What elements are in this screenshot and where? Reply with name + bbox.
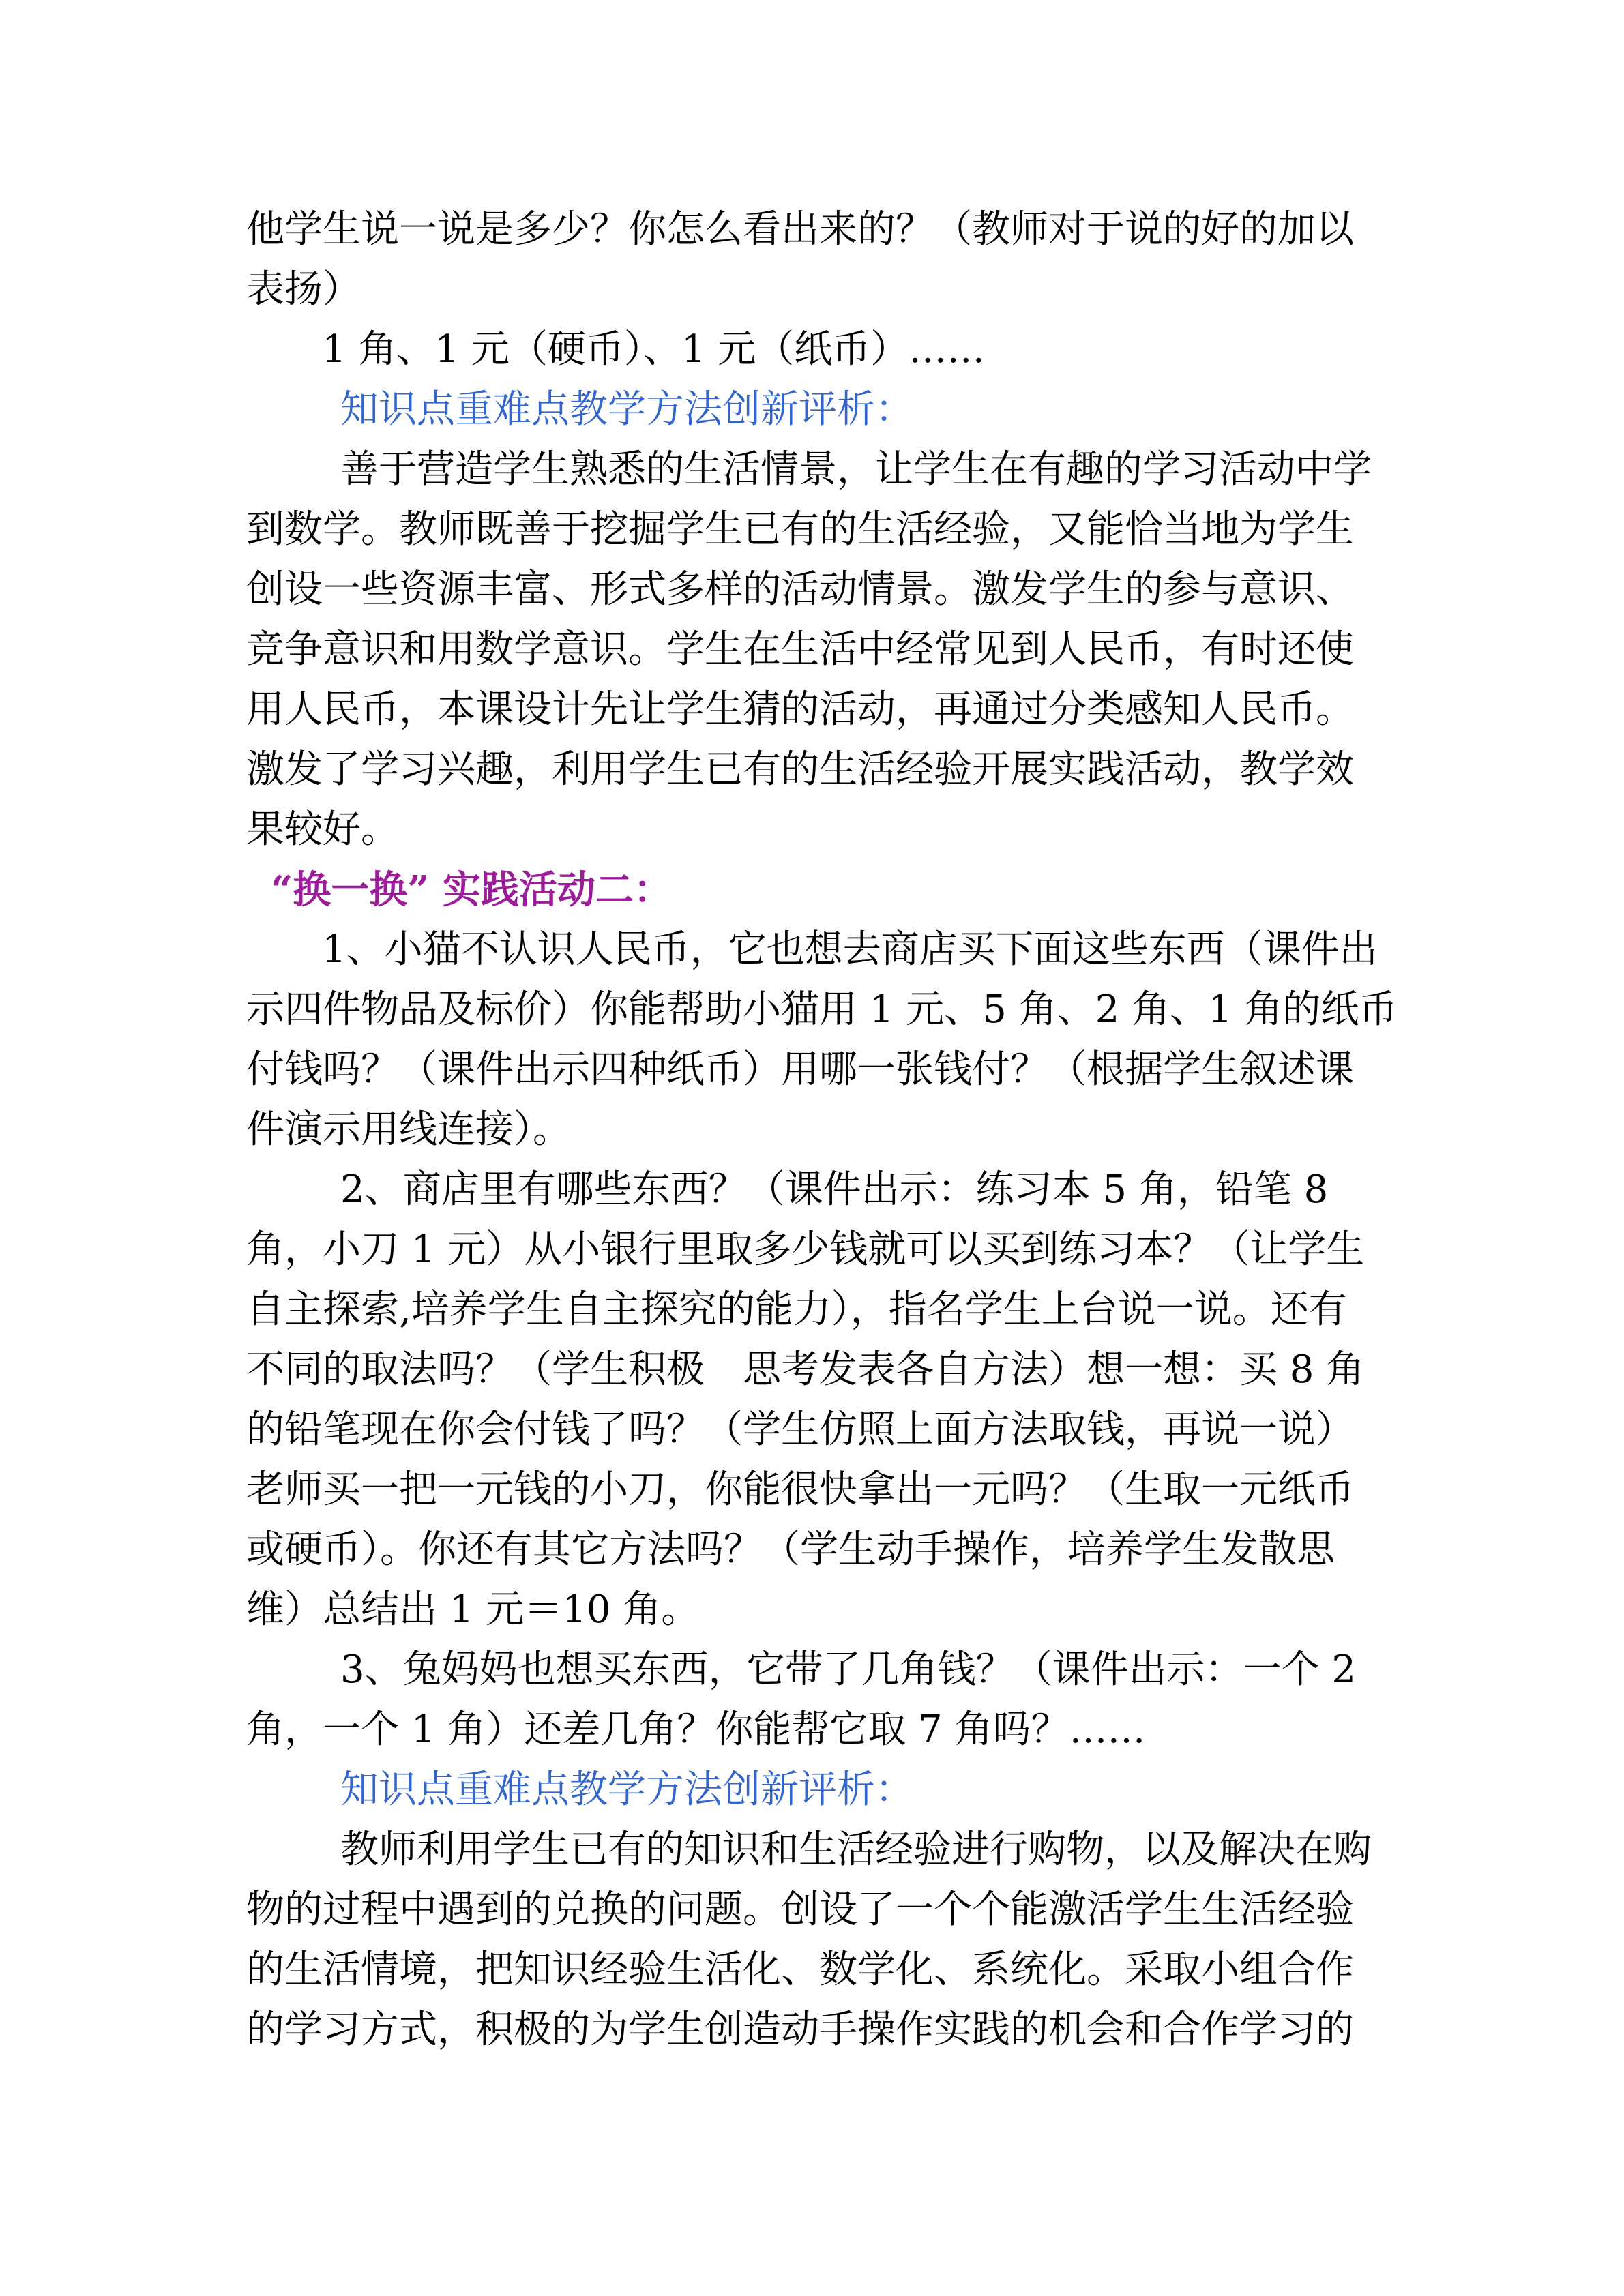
intro-text-line: 表扬）: [246, 267, 361, 312]
step-2-text-line: 2、商店里有哪些东西？（课件出示：练习本 5 角，铅笔 8: [340, 1167, 1329, 1212]
analysis-heading: 知识点重难点教学方法创新评析：: [340, 387, 913, 432]
step-2-text-line: 或硬币）。你还有其它方法吗？（学生动手操作，培养学生发散思: [246, 1527, 1335, 1572]
step-1-text-line: 付钱吗？（课件出示四种纸币）用哪一张钱付？（根据学生叙述课: [246, 1047, 1354, 1092]
analysis-text-line: 激发了学习兴趣，利用学生已有的生活经验开展实践活动，教学效: [246, 747, 1354, 792]
step-2-text-line: 角，小刀 1 元）从小银行里取多少钱就可以买到练习本？（让学生: [246, 1227, 1365, 1272]
analysis-heading: 知识点重难点教学方法创新评析：: [340, 1768, 913, 1812]
analysis-text-line: 教师利用学生已有的知识和生活经验进行购物，以及解决在购: [340, 1828, 1372, 1872]
step-2-text-line: 的铅笔现在你会付钱了吗？（学生仿照上面方法取钱，再说一说）: [246, 1407, 1354, 1452]
document-body: [0, 200, 1624, 2060]
analysis-text-line: 善于营造学生熟悉的生活情景，让学生在有趣的学习活动中学: [340, 447, 1372, 492]
step-3-text-line: 3、兔妈妈也想买东西，它带了几角钱？（课件出示：一个 2: [340, 1648, 1357, 1692]
analysis-text-line: 物的过程中遇到的兑换的问题。创设了一个个能激活学生生活经验: [246, 1888, 1354, 1932]
step-1-text-line: 示四件物品及标价）你能帮助小猫用 1 元、5 角、2 角、1 角的纸币: [246, 987, 1398, 1032]
step-2-text-line: 不同的取法吗？（学生积极 思考发表各自方法）想一想：买 8 角: [246, 1347, 1365, 1392]
analysis-text-line: 的学习方式，积极的为学生创造动手操作实践的机会和合作学习的: [246, 2008, 1354, 2052]
step-2-text-line: 维）总结出 1 元＝10 角。: [246, 1587, 700, 1632]
analysis-text-line: 的生活情境，把知识经验生活化、数学化、系统化。采取小组合作: [246, 1948, 1354, 1992]
analysis-text-line: 用人民币，本课设计先让学生猜的活动，再通过分类感知人民币。: [246, 687, 1354, 732]
analysis-text-line: 创设一些资源丰富、形式多样的活动情景。激发学生的参与意识、: [246, 567, 1354, 612]
step-2-text-line: 自主探索,培养学生自主探究的能力），指名学生上台说一说。还有: [246, 1287, 1347, 1332]
step-1-text-line: 1、小猫不认识人民币，它也想去商店买下面这些东西（课件出: [322, 927, 1378, 972]
step-3-text-line: 角，一个 1 角）还差几角？你能帮它取 7 角吗？……: [246, 1708, 1146, 1752]
step-1-text-line: 件演示用线连接）。: [246, 1107, 571, 1152]
analysis-text-line: 果较好。: [246, 807, 399, 852]
coin-examples-line: 1 角、1 元（硬币）、1 元（纸币）……: [322, 327, 986, 372]
analysis-text-line: 竞争意识和用数学意识。学生在生活中经常见到人民币，有时还使: [246, 627, 1354, 672]
analysis-text-line: 到数学。教师既善于挖掘学生已有的生活经验，又能恰当地为学生: [246, 507, 1354, 552]
intro-text-line: 他学生说一说是多少？你怎么看出来的？（教师对于说的好的加以: [246, 207, 1354, 252]
activity-title: “换一换” 实践活动二：: [271, 867, 672, 912]
step-2-text-line: 老师买一把一元钱的小刀，你能很快拿出一元吗？（生取一元纸币: [246, 1467, 1354, 1512]
